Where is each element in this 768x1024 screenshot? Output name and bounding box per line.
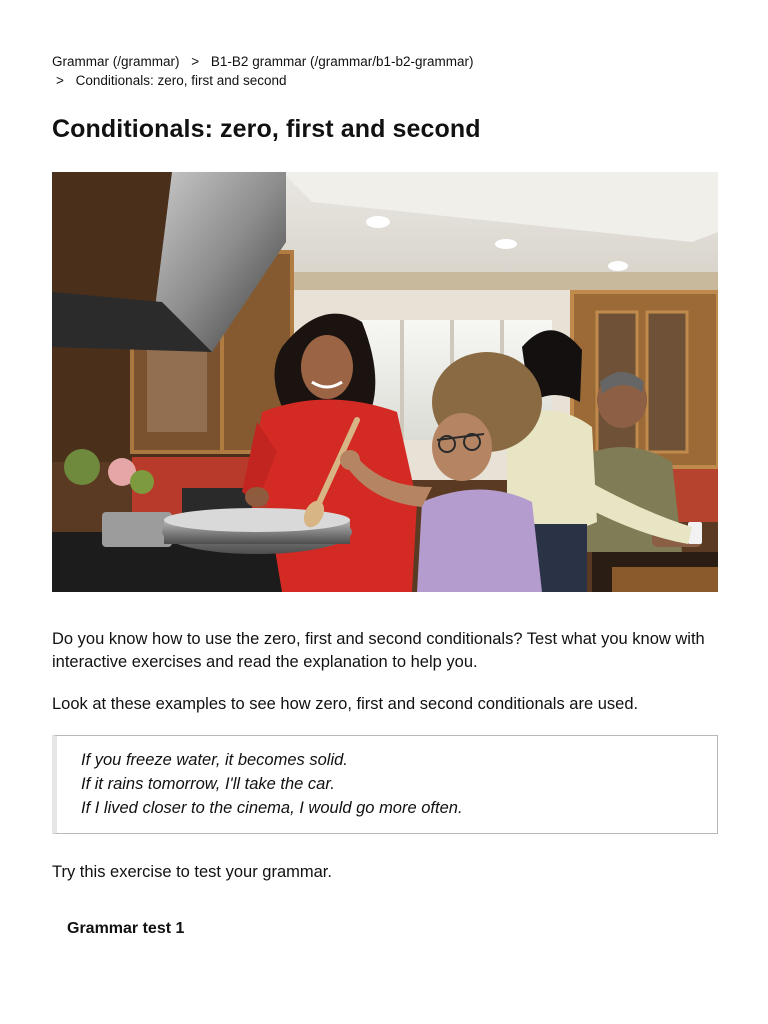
- example-sentence-zero: If you freeze water, it becomes solid.: [81, 751, 348, 769]
- breadcrumb: [52, 52, 718, 90]
- intro-paragraph-1: Do you know how to use the zero, first and second conditionals? Test what you know with interactive exercises and read the explanation to help you.: [52, 630, 705, 671]
- intro-text: [52, 628, 718, 716]
- breadcrumb-current: Conditionals: zero, first and second: [75, 73, 287, 88]
- breadcrumb-separator: >: [56, 73, 64, 88]
- breadcrumb-separator: >: [191, 54, 200, 69]
- page-title: Conditionals: zero, first and second: [52, 115, 481, 143]
- try-exercise-text: Try this exercise to test your grammar.: [52, 863, 332, 881]
- examples-box: [52, 735, 718, 834]
- kitchen-photo-illustration: [52, 172, 718, 592]
- intro-paragraph-2: Look at these examples to see how zero, first and second conditionals are used.: [52, 695, 639, 713]
- breadcrumb-line-2: [52, 71, 718, 90]
- page-content: [52, 52, 718, 940]
- breadcrumb-link-b1-b2-grammar[interactable]: B1-B2 grammar (/grammar/b1-b2-grammar): [210, 54, 474, 69]
- breadcrumb-link-grammar[interactable]: Grammar (/grammar): [52, 54, 180, 69]
- breadcrumb-line-1: [52, 52, 718, 71]
- example-sentence-second: If I lived closer to the cinema, I would go more often.: [81, 799, 463, 817]
- example-sentence-first: If it rains tomorrow, I'll take the car.: [81, 775, 335, 793]
- hero-photo: [52, 172, 718, 592]
- grammar-test-heading[interactable]: Grammar test 1: [67, 920, 185, 937]
